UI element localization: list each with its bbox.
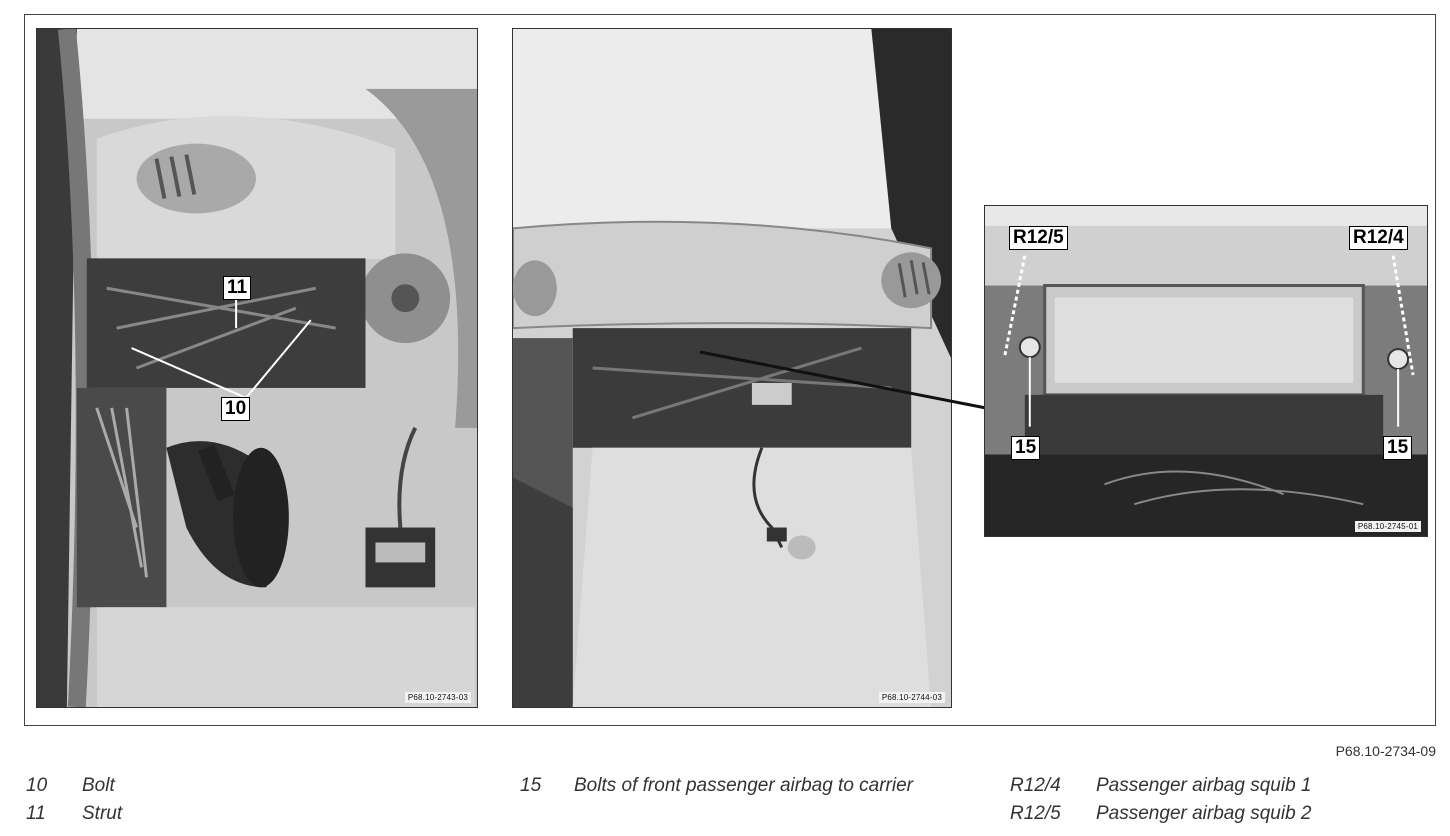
figure-code: P68.10-2734-09 (1335, 743, 1436, 759)
photo-passenger-footwell-drawing (513, 29, 951, 707)
legend-desc: Bolts of front passenger airbag to carrier (574, 775, 914, 796)
callout-r12-4: R12/4 (1349, 226, 1408, 250)
photo-code: P68.10-2744-03 (879, 692, 945, 703)
photo-code: P68.10-2745-01 (1355, 521, 1421, 532)
callout-11: 11 (223, 276, 251, 300)
callout-10: 10 (221, 397, 250, 421)
legend-desc: Passenger airbag squib 1 (1096, 775, 1312, 796)
photo-dashboard-strut-drawing (37, 29, 477, 707)
callout-r12-5: R12/5 (1009, 226, 1068, 250)
legend-item (26, 800, 122, 828)
legend-desc: Strut (82, 803, 123, 824)
legend-desc: Passenger airbag squib 2 (1096, 803, 1312, 824)
legend-key: 10 (26, 775, 48, 796)
legend-key: R12/5 (1010, 803, 1061, 824)
photo-code: P68.10-2743-03 (405, 692, 471, 703)
legend-desc: Bolt (82, 775, 115, 796)
legend-key: R12/4 (1010, 775, 1061, 796)
photo-airbag-detail (984, 205, 1428, 537)
legend-key: 15 (520, 775, 542, 796)
legend-column-1 (26, 772, 122, 828)
legend-item (1010, 772, 1311, 800)
legend-item (1010, 800, 1311, 828)
photo-dashboard-strut (36, 28, 478, 708)
photo-airbag-detail-drawing (985, 206, 1427, 536)
callout-15-left: 15 (1011, 436, 1040, 460)
legend-column-3 (1010, 772, 1311, 828)
legend-item (520, 772, 934, 800)
legend-column-2 (520, 772, 934, 800)
legend-item (26, 772, 122, 800)
legend-key: 11 (26, 803, 46, 824)
photo-passenger-footwell (512, 28, 952, 708)
callout-15-right: 15 (1383, 436, 1412, 460)
